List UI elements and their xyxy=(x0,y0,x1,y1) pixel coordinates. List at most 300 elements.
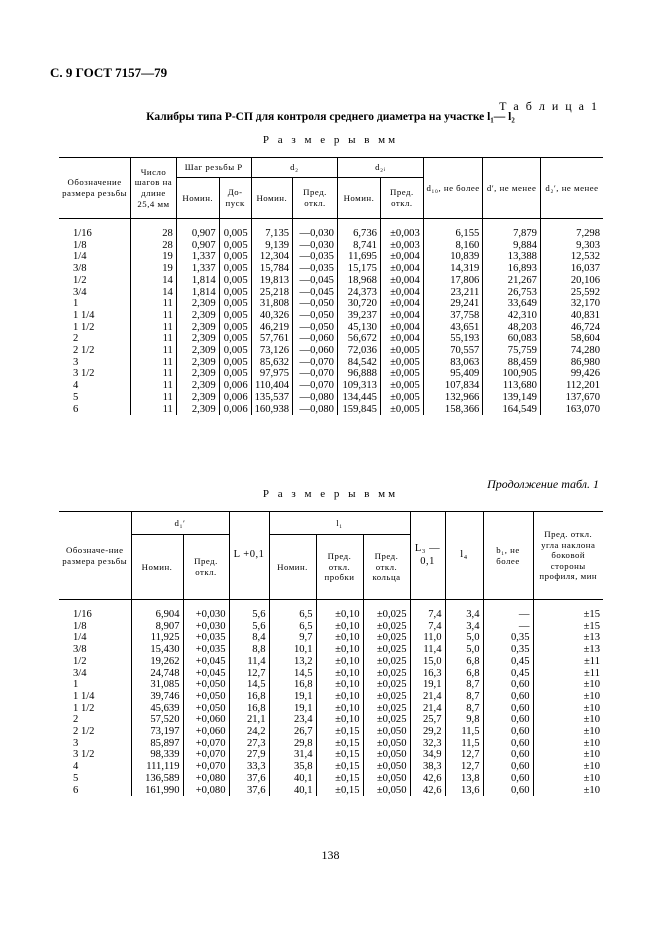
t2-cell: 24,2 xyxy=(229,726,269,738)
t2-cell: 31,4 xyxy=(269,749,316,761)
t2-cell: 19,262 xyxy=(131,656,183,668)
t2-cell: 85,897 xyxy=(131,738,183,750)
t2-cell: ±0,025 xyxy=(363,632,410,644)
t2-designation-cell: 6 xyxy=(59,785,131,797)
t1-header-d10: d₁₀, не более xyxy=(423,158,483,219)
t2-cell: ±10 xyxy=(533,773,603,785)
t2-cell: ±0,025 xyxy=(363,703,410,715)
t1-cell: ±0,004 xyxy=(380,298,423,310)
t1-cell: 11,695 xyxy=(337,251,380,263)
t2-cell: 19,1 xyxy=(410,679,445,691)
t2-cell: 5,0 xyxy=(445,644,483,656)
t1-cell: 0,005 xyxy=(219,333,251,345)
t1-cell: 0,005 xyxy=(219,287,251,299)
t1-row xyxy=(59,322,603,334)
t1-cell: ±0,005 xyxy=(380,380,423,392)
t2-cell: 5,6 xyxy=(229,600,269,621)
t1-cell: ±0,003 xyxy=(380,219,423,240)
t1-cell: 26,753 xyxy=(483,287,541,299)
t2-cell: 27,3 xyxy=(229,738,269,750)
t2-designation-cell: 3/4 xyxy=(59,668,131,680)
t1-designation-cell: 3/4 xyxy=(59,287,131,299)
t1-cell: 11 xyxy=(131,298,177,310)
t1-cell: 73,126 xyxy=(251,345,292,357)
t1-designation-cell: 1 1/2 xyxy=(59,322,131,334)
t2-designation-cell: 1/4 xyxy=(59,632,131,644)
t2-cell: 11,5 xyxy=(445,738,483,750)
t2-designation-cell: 1 xyxy=(59,679,131,691)
t2-cell: 5,0 xyxy=(445,632,483,644)
t1-cell: 1,337 xyxy=(176,263,219,275)
t2-cell: ±0,025 xyxy=(363,668,410,680)
t2-cell: — xyxy=(483,621,533,633)
t2-header-angle: Пред. откл. угла наклона боковой стороны профиля, мин xyxy=(533,512,603,600)
t1-cell: ±0,004 xyxy=(380,275,423,287)
t1-cell: 9,303 xyxy=(540,240,603,252)
t2-cell: ±0,050 xyxy=(363,785,410,797)
t1-cell: 86,980 xyxy=(540,357,603,369)
t2-cell: ±0,050 xyxy=(363,773,410,785)
t2-cell: 6,5 xyxy=(269,621,316,633)
t2-cell: 26,7 xyxy=(269,726,316,738)
continuation-label: Продолжение табл. 1 xyxy=(487,477,599,491)
t1-cell: —0,080 xyxy=(293,392,338,404)
t1-cell: 11 xyxy=(131,380,177,392)
t2-header-l1-dev-plug: Пред. откл. пробки xyxy=(316,535,363,600)
t2-header-d1: d₁′ xyxy=(131,512,229,535)
t2-cell: 35,8 xyxy=(269,761,316,773)
t1-header-d2-dev: Пред. откл. xyxy=(293,178,338,219)
t1-cell: ±0,004 xyxy=(380,322,423,334)
t1-cell: 0,005 xyxy=(219,322,251,334)
t1-cell: —0,050 xyxy=(293,322,338,334)
t2-cell: +0,070 xyxy=(183,761,229,773)
table-1-continued xyxy=(59,511,603,796)
t2-designation-cell: 3 1/2 xyxy=(59,749,131,761)
t2-row xyxy=(59,621,603,633)
t2-cell: 8,4 xyxy=(229,632,269,644)
t1-cell: 2,309 xyxy=(176,392,219,404)
t2-cell: 161,990 xyxy=(131,785,183,797)
t2-cell: 27,9 xyxy=(229,749,269,761)
t1-cell: 25,218 xyxy=(251,287,292,299)
t1-row xyxy=(59,380,603,392)
t1-cell: 132,966 xyxy=(423,392,483,404)
t2-cell: 11,0 xyxy=(410,632,445,644)
t2-cell: ±11 xyxy=(533,656,603,668)
t2-cell: — xyxy=(483,600,533,621)
t2-cell: 15,430 xyxy=(131,644,183,656)
t1-cell: 19 xyxy=(131,263,177,275)
t1-header-designation: Обозначение размера резьбы xyxy=(59,158,131,219)
t1-cell: —0,050 xyxy=(293,310,338,322)
table-title: Калибры типа Р-СП для контроля среднего диаметра на участке l₁— l₂ xyxy=(146,111,515,123)
t1-row xyxy=(59,333,603,345)
t2-cell: ±0,10 xyxy=(316,703,363,715)
t2-cell: ±0,15 xyxy=(316,785,363,797)
t2-cell: 9,8 xyxy=(445,714,483,726)
t2-designation-cell: 4 xyxy=(59,761,131,773)
t2-cell: 136,589 xyxy=(131,773,183,785)
t1-cell: 9,139 xyxy=(251,240,292,252)
t2-cell: 24,748 xyxy=(131,668,183,680)
t2-cell: 12,7 xyxy=(229,668,269,680)
t2-cell: ±0,10 xyxy=(316,632,363,644)
t2-cell: 42,6 xyxy=(410,785,445,797)
t1-cell: —0,060 xyxy=(293,333,338,345)
t2-cell: +0,045 xyxy=(183,668,229,680)
t2-cell: ±0,15 xyxy=(316,749,363,761)
t2-row xyxy=(59,785,603,797)
t1-cell: 70,557 xyxy=(423,345,483,357)
t1-designation-cell: 6 xyxy=(59,404,131,416)
t2-cell: 0,35 xyxy=(483,632,533,644)
t1-designation-cell: 1 1/4 xyxy=(59,310,131,322)
t1-cell: 1,814 xyxy=(176,287,219,299)
t2-cell: ±10 xyxy=(533,761,603,773)
t2-cell: 8,8 xyxy=(229,644,269,656)
t1-cell: 45,130 xyxy=(337,322,380,334)
t1-header-pitch-tol: До-пуск xyxy=(219,178,251,219)
t1-designation-cell: 2 xyxy=(59,333,131,345)
page-header: С. 9 ГОСТ 7157—79 xyxy=(50,65,168,80)
t2-row xyxy=(59,714,603,726)
t1-designation-cell: 2 1/2 xyxy=(59,345,131,357)
t1-cell: 23,211 xyxy=(423,287,483,299)
table-label: Т а б л и ц а 1 xyxy=(499,99,599,113)
t2-cell: 14,5 xyxy=(269,668,316,680)
t2-cell: ±0,10 xyxy=(316,656,363,668)
t2-cell: 0,60 xyxy=(483,738,533,750)
t1-cell: 15,784 xyxy=(251,263,292,275)
t2-cell: ±10 xyxy=(533,714,603,726)
t1-cell: 10,839 xyxy=(423,251,483,263)
t1-cell: 18,968 xyxy=(337,275,380,287)
t2-cell: +0,080 xyxy=(183,785,229,797)
t1-header-dprime: d′, не менее xyxy=(483,158,541,219)
t1-cell: ±0,004 xyxy=(380,287,423,299)
t1-designation-cell: 1/8 xyxy=(59,240,131,252)
t1-cell: 12,532 xyxy=(540,251,603,263)
t2-cell: ±10 xyxy=(533,738,603,750)
t2-cell: ±10 xyxy=(533,691,603,703)
t1-cell: —0,070 xyxy=(293,368,338,380)
t2-cell: ±0,10 xyxy=(316,691,363,703)
t1-cell: 39,237 xyxy=(337,310,380,322)
t1-cell: —0,045 xyxy=(293,287,338,299)
t1-cell: 37,758 xyxy=(423,310,483,322)
t1-cell: 2,309 xyxy=(176,380,219,392)
t1-row xyxy=(59,240,603,252)
t1-cell: 46,724 xyxy=(540,322,603,334)
t2-row xyxy=(59,749,603,761)
t2-cell: 98,339 xyxy=(131,749,183,761)
t2-cell: 21,4 xyxy=(410,691,445,703)
t2-designation-cell: 1/8 xyxy=(59,621,131,633)
t1-cell: 20,106 xyxy=(540,275,603,287)
t1-cell: 11 xyxy=(131,322,177,334)
t1-designation-cell: 3/8 xyxy=(59,263,131,275)
t2-cell: 33,3 xyxy=(229,761,269,773)
t2-cell: +0,070 xyxy=(183,749,229,761)
t1-cell: —0,035 xyxy=(293,251,338,263)
t1-cell: 2,309 xyxy=(176,298,219,310)
t2-cell: 12,7 xyxy=(445,761,483,773)
t1-cell: 0,005 xyxy=(219,310,251,322)
t1-designation-cell: 1 xyxy=(59,298,131,310)
t2-header-L3: L₃ —0,1 xyxy=(410,512,445,600)
t2-cell: 29,8 xyxy=(269,738,316,750)
t2-row xyxy=(59,644,603,656)
t1-designation-cell: 1/16 xyxy=(59,219,131,240)
t2-header-b1: b₁, не более xyxy=(483,512,533,600)
t1-row xyxy=(59,275,603,287)
t1-cell: 8,741 xyxy=(337,240,380,252)
t2-cell: +0,050 xyxy=(183,703,229,715)
t1-cell: ±0,005 xyxy=(380,392,423,404)
t1-row xyxy=(59,251,603,263)
t1-cell: 42,310 xyxy=(483,310,541,322)
t1-cell: 0,005 xyxy=(219,251,251,263)
t1-designation-cell: 5 xyxy=(59,392,131,404)
t2-row xyxy=(59,632,603,644)
t2-cell: ±0,15 xyxy=(316,773,363,785)
t1-cell: 83,063 xyxy=(423,357,483,369)
t2-cell: 8,7 xyxy=(445,703,483,715)
t1-cell: 135,537 xyxy=(251,392,292,404)
t1-header-d2-nom: Номин. xyxy=(251,178,292,219)
t1-cell: 28 xyxy=(131,240,177,252)
t2-cell: 8,7 xyxy=(445,679,483,691)
t2-cell: 42,6 xyxy=(410,773,445,785)
t2-header-l1-dev-ring: Пред. откл. кольца xyxy=(363,535,410,600)
t2-designation-cell: 1/16 xyxy=(59,600,131,621)
t2-cell: 40,1 xyxy=(269,785,316,797)
t1-cell: ±0,003 xyxy=(380,240,423,252)
t1-cell: 15,175 xyxy=(337,263,380,275)
t1-cell: 2,309 xyxy=(176,310,219,322)
t1-cell: 110,404 xyxy=(251,380,292,392)
t1-header-pitch: Шаг резьбы P xyxy=(176,158,251,178)
t2-cell: 45,639 xyxy=(131,703,183,715)
t1-cell: 48,203 xyxy=(483,322,541,334)
t1-cell: 0,005 xyxy=(219,368,251,380)
t1-cell: 96,888 xyxy=(337,368,380,380)
t1-cell: ±0,004 xyxy=(380,333,423,345)
t1-cell: 2,309 xyxy=(176,345,219,357)
t2-cell: +0,030 xyxy=(183,600,229,621)
t2-cell: 0,60 xyxy=(483,773,533,785)
t1-cell: 11 xyxy=(131,333,177,345)
t2-cell: ±15 xyxy=(533,600,603,621)
t2-cell: ±0,050 xyxy=(363,761,410,773)
t2-cell: ±0,10 xyxy=(316,668,363,680)
t2-cell: 9,7 xyxy=(269,632,316,644)
t1-cell: 160,938 xyxy=(251,404,292,416)
t1-header-d2i: d₂ᵢ xyxy=(337,158,423,178)
t1-cell: 0,005 xyxy=(219,345,251,357)
t1-cell: 2,309 xyxy=(176,404,219,416)
t1-cell: 58,604 xyxy=(540,333,603,345)
t1-cell: 14,319 xyxy=(423,263,483,275)
t2-cell: 14,5 xyxy=(229,679,269,691)
t2-cell: 73,197 xyxy=(131,726,183,738)
t2-cell: +0,030 xyxy=(183,621,229,633)
t2-cell: 6,8 xyxy=(445,656,483,668)
t1-row xyxy=(59,219,603,240)
t1-row xyxy=(59,392,603,404)
t1-cell: 30,720 xyxy=(337,298,380,310)
t2-designation-cell: 5 xyxy=(59,773,131,785)
t2-header-l1: l₁ xyxy=(269,512,410,535)
t2-cell: ±0,025 xyxy=(363,621,410,633)
t2-cell: ±10 xyxy=(533,726,603,738)
t2-cell: 37,6 xyxy=(229,773,269,785)
t1-cell: 25,592 xyxy=(540,287,603,299)
t2-cell: 10,1 xyxy=(269,644,316,656)
t1-cell: 107,834 xyxy=(423,380,483,392)
t1-row xyxy=(59,287,603,299)
t1-designation-cell: 1/2 xyxy=(59,275,131,287)
t1-row xyxy=(59,404,603,416)
t2-cell: ±0,10 xyxy=(316,714,363,726)
t2-row xyxy=(59,656,603,668)
t2-cell: 21,1 xyxy=(229,714,269,726)
t1-designation-cell: 3 xyxy=(59,357,131,369)
t1-cell: 0,005 xyxy=(219,240,251,252)
t2-cell: ±11 xyxy=(533,668,603,680)
t1-cell: 19 xyxy=(131,251,177,263)
t2-cell: 8,907 xyxy=(131,621,183,633)
t2-cell: 11,925 xyxy=(131,632,183,644)
t1-designation-cell: 3 1/2 xyxy=(59,368,131,380)
t1-cell: 84,542 xyxy=(337,357,380,369)
t2-designation-cell: 1/2 xyxy=(59,656,131,668)
t1-cell: 100,905 xyxy=(483,368,541,380)
t1-header-d2: d₂ xyxy=(251,158,337,178)
t1-cell: ±0,005 xyxy=(380,404,423,416)
t2-header-d1-dev: Пред. откл. xyxy=(183,535,229,600)
t2-cell: 0,60 xyxy=(483,691,533,703)
t1-cell: 0,005 xyxy=(219,219,251,240)
sizes-label-2: Р а з м е р ы в мм xyxy=(262,488,399,500)
t2-designation-cell: 1 1/2 xyxy=(59,703,131,715)
t2-cell: ±10 xyxy=(533,749,603,761)
t2-cell: 0,35 xyxy=(483,644,533,656)
t1-cell: —0,080 xyxy=(293,404,338,416)
t1-header-d2i-dev: Пред. откл. xyxy=(380,178,423,219)
t1-cell: 0,005 xyxy=(219,298,251,310)
t2-cell: 0,60 xyxy=(483,761,533,773)
t2-cell: 5,6 xyxy=(229,621,269,633)
t1-cell: —0,030 xyxy=(293,240,338,252)
t1-header-pitch-nom: Номин. xyxy=(176,178,219,219)
sizes-label: Р а з м е р ы в мм xyxy=(262,134,399,146)
t1-cell: 6,155 xyxy=(423,219,483,240)
t1-cell: 33,649 xyxy=(483,298,541,310)
t2-cell: ±0,10 xyxy=(316,679,363,691)
t2-designation-cell: 2 xyxy=(59,714,131,726)
t1-cell: 40,326 xyxy=(251,310,292,322)
t1-cell: 11 xyxy=(131,368,177,380)
t2-cell: 11,5 xyxy=(445,726,483,738)
t1-cell: —0,035 xyxy=(293,263,338,275)
t2-row xyxy=(59,703,603,715)
t1-header-d2i-nom: Номин. xyxy=(337,178,380,219)
t2-cell: ±13 xyxy=(533,644,603,656)
t1-row xyxy=(59,345,603,357)
t1-cell: —0,045 xyxy=(293,275,338,287)
t1-cell: 12,304 xyxy=(251,251,292,263)
t2-cell: +0,045 xyxy=(183,656,229,668)
t2-cell: 13,8 xyxy=(445,773,483,785)
t2-cell: ±0,025 xyxy=(363,644,410,656)
t2-header-l1-nom: Номин. xyxy=(269,535,316,600)
t2-cell: 37,6 xyxy=(229,785,269,797)
t2-row xyxy=(59,691,603,703)
t2-cell: 16,8 xyxy=(229,691,269,703)
t2-cell: 11,4 xyxy=(229,656,269,668)
t2-cell: 8,7 xyxy=(445,691,483,703)
t1-cell: 0,005 xyxy=(219,263,251,275)
t2-cell: ±0,050 xyxy=(363,749,410,761)
t1-cell: 24,373 xyxy=(337,287,380,299)
t1-cell: 112,201 xyxy=(540,380,603,392)
t2-cell: 21,4 xyxy=(410,703,445,715)
t1-cell: 8,160 xyxy=(423,240,483,252)
t1-row xyxy=(59,298,603,310)
t2-cell: 0,60 xyxy=(483,714,533,726)
t1-cell: 32,170 xyxy=(540,298,603,310)
t1-cell: 134,445 xyxy=(337,392,380,404)
t2-cell: 16,8 xyxy=(269,679,316,691)
t1-header-threads: Число шагов на длине 25,4 мм xyxy=(131,158,177,219)
t1-cell: —0,030 xyxy=(293,219,338,240)
t1-cell: 17,806 xyxy=(423,275,483,287)
t1-cell: ±0,005 xyxy=(380,357,423,369)
t1-cell: 14 xyxy=(131,275,177,287)
t1-cell: 7,879 xyxy=(483,219,541,240)
t2-row xyxy=(59,773,603,785)
t2-cell: +0,035 xyxy=(183,644,229,656)
t2-cell: ±15 xyxy=(533,621,603,633)
page-number: 138 xyxy=(321,848,340,862)
t2-cell: ±10 xyxy=(533,679,603,691)
t1-cell: 28 xyxy=(131,219,177,240)
t2-cell: 32,3 xyxy=(410,738,445,750)
t1-cell: —0,060 xyxy=(293,345,338,357)
t2-row xyxy=(59,679,603,691)
t2-cell: +0,060 xyxy=(183,714,229,726)
t2-cell: ±0,10 xyxy=(316,600,363,621)
t2-cell: 25,7 xyxy=(410,714,445,726)
t2-cell: 31,085 xyxy=(131,679,183,691)
t2-designation-cell: 3 xyxy=(59,738,131,750)
t1-cell: ±0,005 xyxy=(380,368,423,380)
t1-cell: 72,036 xyxy=(337,345,380,357)
t2-row xyxy=(59,761,603,773)
t1-cell: 164,549 xyxy=(483,404,541,416)
t1-cell: 0,006 xyxy=(219,404,251,416)
t1-cell: 2,309 xyxy=(176,333,219,345)
t1-row xyxy=(59,263,603,275)
t1-cell: ±0,005 xyxy=(380,345,423,357)
t2-designation-cell: 2 1/2 xyxy=(59,726,131,738)
t1-row xyxy=(59,310,603,322)
t2-cell: 111,119 xyxy=(131,761,183,773)
t2-cell: 13,6 xyxy=(445,785,483,797)
t2-cell: ±0,15 xyxy=(316,726,363,738)
